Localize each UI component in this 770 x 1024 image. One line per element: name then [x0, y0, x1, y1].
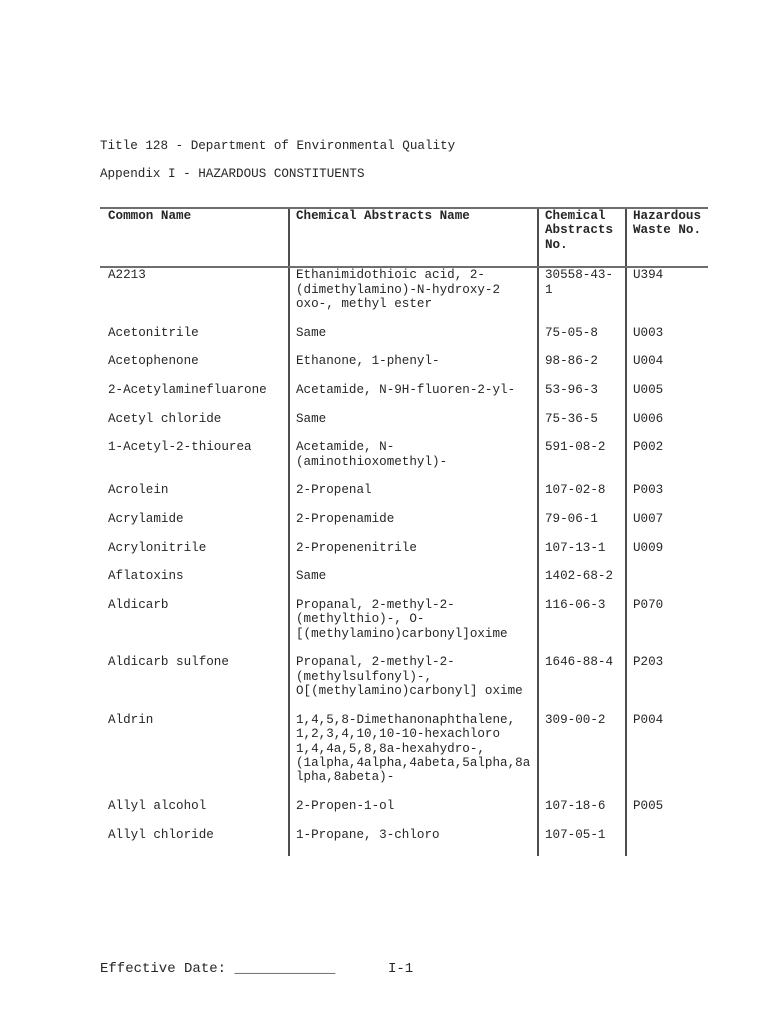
table-row [100, 655, 708, 712]
hazardous-waste-no-cell: U009 [626, 541, 708, 570]
table-row [100, 541, 708, 570]
hazardous-waste-no-cell: P203 [626, 655, 708, 712]
chemical-abstracts-no-cell: 591-08-2 [538, 440, 626, 483]
column-header-chemical-abstracts-name: Chemical Abstracts Name [289, 208, 538, 267]
common-name-cell: 2-Acetylaminefluarone [108, 383, 267, 398]
chemical-abstracts-name-cell: Ethanimidothioic acid, 2- (dimethylamino)-N-hydroxy-2 oxo-, methyl ester [289, 267, 538, 325]
hazardous-waste-no-cell: U006 [626, 412, 708, 441]
hazardous-waste-no-cell: P070 [626, 598, 708, 655]
table-row [100, 799, 708, 828]
effective-date-label: Effective Date: [100, 961, 227, 977]
common-name-cell: Acetophenone [108, 354, 199, 369]
hazardous-waste-no-cell: U003 [626, 326, 708, 355]
chemical-abstracts-no-cell: 53-96-3 [538, 383, 626, 412]
common-name-cell: Acetyl chloride [108, 411, 222, 426]
chemical-abstracts-no-cell: 75-36-5 [538, 412, 626, 441]
hazardous-waste-no-cell: P002 [626, 440, 708, 483]
appendix-heading: Appendix I - HAZARDOUS CONSTITUENTS [100, 167, 365, 181]
hazardous-waste-no-cell: P005 [626, 799, 708, 828]
page-number: I-1 [388, 961, 414, 977]
chemical-abstracts-name-cell: 2-Propen-1-ol [289, 799, 538, 828]
table-row [100, 267, 708, 325]
chemical-abstracts-no-cell: 1402-68-2 [538, 569, 626, 598]
hazardous-waste-no-cell: U004 [626, 354, 708, 383]
hazardous-constituents-table [100, 207, 708, 856]
column-header-chemical-abstracts-no: Chemical Abstracts No. [538, 208, 626, 267]
common-name-cell: Aflatoxins [108, 569, 184, 584]
hazardous-waste-no-cell: U007 [626, 512, 708, 541]
chemical-abstracts-no-cell: 75-05-8 [538, 326, 626, 355]
effective-date-blank: ____________ [234, 961, 336, 977]
chemical-abstracts-no-cell: 1646-88-4 [538, 655, 626, 712]
table-row [100, 483, 708, 512]
common-name-cell: Acrolein [108, 483, 169, 498]
chemical-abstracts-name-cell: Propanal, 2-methyl-2- (methylthio)-, O- [(methylamino)carbonyl]oxime [289, 598, 538, 655]
chemical-abstracts-name-cell: Acetamide, N-9H-fluoren-2-yl- [289, 383, 538, 412]
chemical-abstracts-no-cell: 107-05-1 [538, 828, 626, 857]
common-name-cell: 1-Acetyl-2-thiourea [108, 440, 252, 455]
chemical-abstracts-no-cell: 98-86-2 [538, 354, 626, 383]
effective-date-line [100, 961, 335, 977]
table-row [100, 326, 708, 355]
common-name-cell: Acetonitrile [108, 325, 199, 340]
common-name-cell: Acrylamide [108, 512, 184, 527]
table-row [100, 569, 708, 598]
table-row [100, 828, 708, 857]
chemical-abstracts-name-cell: Propanal, 2-methyl-2- (methylsulfonyl)-, O[(methylamino)carbonyl] oxime [289, 655, 538, 712]
column-header-hazardous-waste-no: Hazardous Waste No. [626, 208, 708, 267]
table-row [100, 383, 708, 412]
common-name-cell: Allyl alcohol [108, 798, 207, 813]
hazardous-waste-no-cell: P004 [626, 713, 708, 799]
table-header-row [100, 208, 708, 267]
chemical-abstracts-no-cell: 107-02-8 [538, 483, 626, 512]
constituents-table-body [100, 267, 708, 856]
common-name-cell: Aldrin [108, 712, 154, 727]
common-name-cell: A2213 [108, 268, 146, 283]
chemical-abstracts-name-cell: Same [289, 412, 538, 441]
hazardous-waste-no-cell: U005 [626, 383, 708, 412]
column-header-common-name: Common Name [100, 208, 289, 267]
chemical-abstracts-name-cell: 2-Propenamide [289, 512, 538, 541]
chemical-abstracts-name-cell: Same [289, 569, 538, 598]
common-name-cell: Allyl chloride [108, 827, 214, 842]
chemical-abstracts-name-cell: 2-Propenenitrile [289, 541, 538, 570]
common-name-cell: Acrylonitrile [108, 540, 207, 555]
chemical-abstracts-name-cell: Ethanone, 1-phenyl- [289, 354, 538, 383]
chemical-abstracts-no-cell: 309-00-2 [538, 713, 626, 799]
chemical-abstracts-no-cell: 79-06-1 [538, 512, 626, 541]
chemical-abstracts-no-cell: 30558-43- 1 [538, 267, 626, 325]
hazardous-waste-no-cell [626, 569, 708, 598]
table-row [100, 512, 708, 541]
common-name-cell: Aldicarb [108, 598, 169, 613]
table-row [100, 440, 708, 483]
hazardous-waste-no-cell: U394 [626, 267, 708, 325]
table-row [100, 354, 708, 383]
hazardous-waste-no-cell: P003 [626, 483, 708, 512]
table-header [100, 208, 708, 267]
hazardous-waste-no-cell [626, 828, 708, 857]
table-row [100, 713, 708, 799]
chemical-abstracts-no-cell: 107-13-1 [538, 541, 626, 570]
chemical-abstracts-no-cell: 116-06-3 [538, 598, 626, 655]
chemical-abstracts-name-cell: 1,4,5,8-Dimethanonaphthalene, 1,2,3,4,10,10-10-hexachloro 1,4,4a,5,8,8a-hexahydro-, (1alpha,4alpha,4abeta,5alpha,8a lpha,8abeta)- [289, 713, 538, 799]
table-row [100, 598, 708, 655]
chemical-abstracts-no-cell: 107-18-6 [538, 799, 626, 828]
table-row [100, 412, 708, 441]
common-name-cell: Aldicarb sulfone [108, 655, 229, 670]
chemical-abstracts-name-cell: 1-Propane, 3-chloro [289, 828, 538, 857]
document-title: Title 128 - Department of Environmental Quality [100, 139, 456, 153]
chemical-abstracts-name-cell: 2-Propenal [289, 483, 538, 512]
chemical-abstracts-name-cell: Acetamide, N- (aminothioxomethyl)- [289, 440, 538, 483]
chemical-abstracts-name-cell: Same [289, 326, 538, 355]
